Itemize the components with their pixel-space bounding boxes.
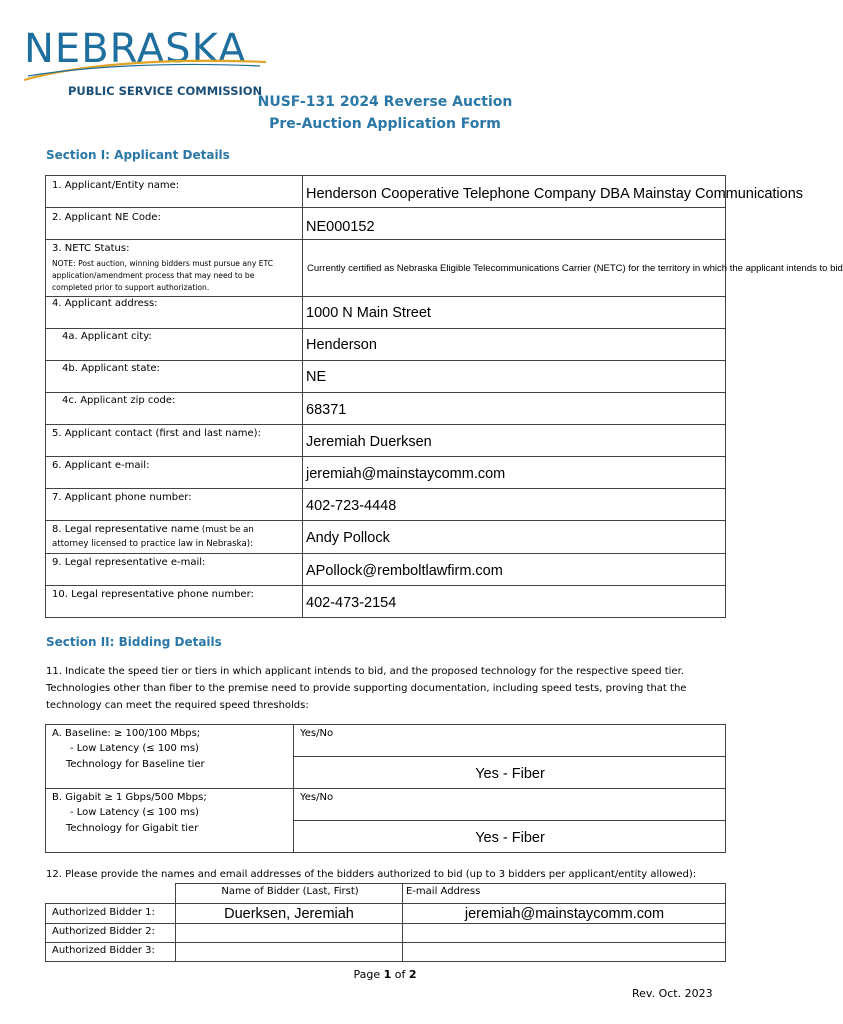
bidder-email-column-header: E-mail Address xyxy=(406,886,481,897)
netc-note-line3: completed prior to support authorization. xyxy=(52,283,210,292)
baseline-tier-value[interactable]: Yes - Fiber xyxy=(475,766,545,782)
state-label: 4b. Applicant state: xyxy=(62,363,160,374)
zip-label: 4c. Applicant zip code: xyxy=(62,395,176,406)
q11-line1: 11. Indicate the speed tier or tiers in which applicant intends to bid, and the proposed technology for the respective speed tier. xyxy=(46,666,684,677)
legal-rep-phone-value[interactable]: 402-473-2154 xyxy=(306,595,397,611)
q12-text: 12. Please provide the names and email addresses of the bidders authorized to bid (up to 3 bidders per applicant/entity allowed): xyxy=(46,869,697,880)
bidder2-label: Authorized Bidder 2: xyxy=(52,926,155,937)
netc-note-line1: NOTE: Post auction, winning bidders must pursue any ETC xyxy=(52,259,274,268)
contact-label: 5. Applicant contact (first and last name): xyxy=(52,428,261,439)
applicant-name-value[interactable]: Henderson Cooperative Telephone Company DBA Mainstay Communications xyxy=(306,186,804,202)
q11-line3: technology can meet the required speed thresholds: xyxy=(46,700,309,711)
baseline-technology-label: Technology for Baseline tier xyxy=(66,759,205,770)
bidder1-label: Authorized Bidder 1: xyxy=(52,907,155,918)
baseline-latency-label: - Low Latency (≤ 100 ms) xyxy=(70,743,199,754)
page-indicator: Page 1 of 2 xyxy=(353,968,417,981)
phone-label: 7. Applicant phone number: xyxy=(52,492,192,503)
netc-status-value[interactable]: Currently certified as Nebraska Eligible Telecommunications Carrier (NETC) for the territory in which the applicant intends to bid xyxy=(307,263,843,274)
gigabit-tier-label: B. Gigabit ≥ 1 Gbps/500 Mbps; xyxy=(52,792,207,803)
legal-rep-name-value[interactable]: Andy Pollock xyxy=(306,530,390,546)
section1-heading: Section I: Applicant Details xyxy=(46,148,230,162)
applicant-name-label: 1. Applicant/Entity name: xyxy=(52,180,180,191)
contact-value[interactable]: Jeremiah Duerksen xyxy=(306,434,432,450)
bidder1-email[interactable]: jeremiah@mainstaycomm.com xyxy=(464,906,665,922)
section2-heading: Section II: Bidding Details xyxy=(46,635,222,649)
baseline-tier-label: A. Baseline: ≥ 100/100 Mbps; xyxy=(52,728,201,739)
legal-rep-email-label: 9. Legal representative e-mail: xyxy=(52,557,206,568)
state-value[interactable]: NE xyxy=(306,369,327,385)
baseline-yesno-label: Yes/No xyxy=(300,728,334,739)
netc-note-line2: application/amendment process that may need to be xyxy=(52,271,255,280)
logo-subtitle: PUBLIC SERVICE COMMISSION xyxy=(68,84,263,98)
netc-status-label: 3. NETC Status: xyxy=(52,243,130,254)
ne-code-label: 2. Applicant NE Code: xyxy=(52,212,161,223)
gigabit-tier-value[interactable]: Yes - Fiber xyxy=(475,830,545,846)
phone-value[interactable]: 402-723-4448 xyxy=(306,498,397,514)
legal-rep-name-qualifier-line2: attorney licensed to practice law in Nebraska): xyxy=(52,539,253,549)
legal-rep-name-qualifier: (must be an xyxy=(199,525,254,535)
zip-value[interactable]: 68371 xyxy=(306,402,347,418)
q11-text xyxy=(46,663,726,714)
bidder-name-column-header: Name of Bidder (Last, First) xyxy=(221,886,359,897)
email-value[interactable]: jeremiah@mainstaycomm.com xyxy=(306,466,506,482)
form-title-line2: Pre-Auction Application Form xyxy=(269,116,501,132)
logo-wordmark: NEBRASKA xyxy=(24,26,247,72)
form-title-line1: NUSF-131 2024 Reverse Auction xyxy=(257,94,513,110)
legal-rep-phone-label: 10. Legal representative phone number: xyxy=(52,589,254,600)
city-value[interactable]: Henderson xyxy=(306,337,377,353)
legal-rep-email-value[interactable]: APollock@remboltlawfirm.com xyxy=(306,563,503,579)
q11-line2: Technologies other than fiber to the premise need to provide supporting documentation, including speed tests, proving that the xyxy=(46,683,687,694)
bidder3-label: Authorized Bidder 3: xyxy=(52,945,155,956)
gigabit-technology-label: Technology for Gigabit tier xyxy=(66,823,199,834)
email-label: 6. Applicant e-mail: xyxy=(52,460,150,471)
ne-code-value[interactable]: NE000152 xyxy=(306,219,375,235)
gigabit-yesno-label: Yes/No xyxy=(300,792,334,803)
city-label: 4a. Applicant city: xyxy=(62,331,152,342)
legal-rep-name-label: 8. Legal representative name (must be an xyxy=(52,524,254,535)
address-label: 4. Applicant address: xyxy=(52,298,158,309)
bidder1-name[interactable]: Duerksen, Jeremiah xyxy=(224,906,354,922)
logo-swoosh-icon xyxy=(20,46,270,86)
revision-date: Rev. Oct. 2023 xyxy=(632,987,713,1000)
gigabit-latency-label: - Low Latency (≤ 100 ms) xyxy=(70,807,199,818)
address-value[interactable]: 1000 N Main Street xyxy=(306,305,431,321)
